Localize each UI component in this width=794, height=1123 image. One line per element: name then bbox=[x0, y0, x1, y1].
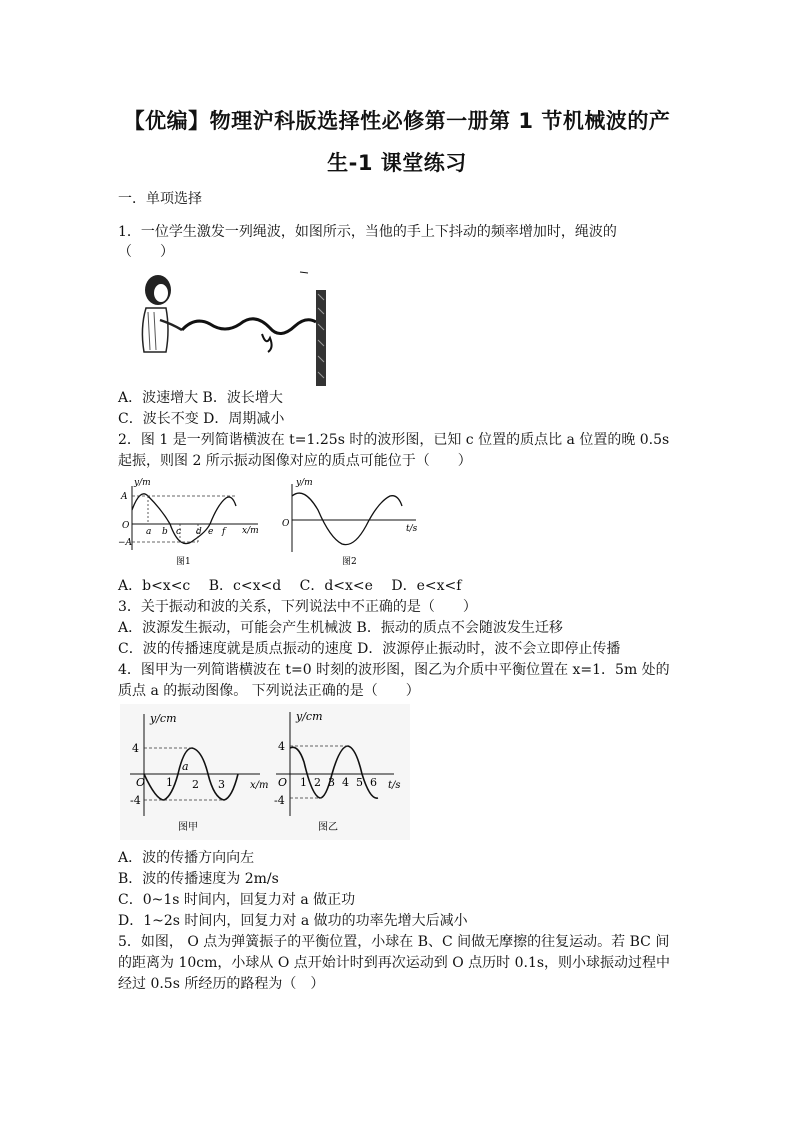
fig2-vibration-graph bbox=[278, 476, 424, 568]
rope-knot bbox=[262, 334, 272, 352]
page-title-line-1: 【优编】物理沪科版选择性必修第一册第 1 节机械波的产 bbox=[123, 109, 671, 133]
q5-stem-line-2: 的距离为 10cm，小球从 O 点开始计时到再次运动到 O 点历时 0.1s，则小球振动过程中 bbox=[118, 955, 671, 971]
fig-jia-point-a: a bbox=[182, 760, 189, 773]
q1-options-a-b: A．波速增大 B．波长增大 bbox=[118, 390, 283, 406]
q1-stem-line-1: 1．一位学生激发一列绳波，如图所示，当他的手上下抖动的频率增加时，绳波的 bbox=[118, 224, 617, 240]
fig-yi-tick-6: 6 bbox=[370, 776, 377, 789]
q5-stem-line-1: 5．如图， O 点为弹簧振子的平衡位置，小球在 B、C 间做无摩擦的往复运动。若 BC 间 bbox=[118, 934, 670, 950]
fig1-wave-graph bbox=[118, 476, 266, 568]
fig1-label-c: c bbox=[176, 527, 182, 537]
q5-stem-line-3: 经过 0.5s 所经历的路程为（ ） bbox=[118, 976, 325, 992]
fig-yi-tick-5: 5 bbox=[356, 776, 363, 789]
q2-figure-2 bbox=[278, 476, 424, 568]
fig-yi-caption: 图乙 bbox=[318, 822, 338, 833]
q2-stem-line-1: 2．图 1 是一列简谐横波在 t=1.25s 时的波形图，已知 c 位置的质点比 a 位置的晚 0.5s bbox=[118, 432, 670, 448]
page-title-line-2: 生-1 课堂练习 bbox=[327, 151, 467, 175]
wall bbox=[316, 290, 326, 386]
section-heading: 一．单项选择 bbox=[118, 191, 202, 207]
fig2-ylabel: y/m bbox=[296, 478, 313, 488]
fig-jia-xlabel: x/m bbox=[250, 780, 269, 791]
fig1-A-top: A bbox=[121, 492, 128, 502]
fig-yi-background bbox=[270, 704, 410, 840]
fig1-ylabel: y/m bbox=[134, 478, 151, 488]
q4-stem-line-1: 4．图甲为一列简谐横波在 t=0 时刻的波形图，图乙为介质中平衡位置在 x=1．5m 处的 bbox=[118, 662, 670, 678]
fig-yi-xlabel: t/s bbox=[388, 780, 401, 791]
q1-stem-line-2: （ ） bbox=[118, 244, 174, 260]
q4-option-b: B．波的传播速度为 2m/s bbox=[118, 871, 279, 887]
q4-figure-yi bbox=[270, 704, 410, 840]
fig-jia-caption: 图甲 bbox=[178, 822, 198, 833]
fig-yi-tick-2: 2 bbox=[314, 776, 321, 789]
q4-option-c: C．0~1s 时间内，回复力对 a 做正功 bbox=[118, 892, 356, 908]
fig-jia-ylabel: y/cm bbox=[150, 712, 177, 725]
fig2-xlabel: t/s bbox=[406, 524, 418, 534]
q1-options-c-d: C．波长不变 D．周期减小 bbox=[118, 411, 285, 427]
fig-yi-tick-4: 4 bbox=[342, 776, 349, 789]
q4-option-d: D．1~2s 时间内，回复力对 a 做功的功率先增大后减小 bbox=[118, 913, 468, 929]
fig-jia-tick-2: 2 bbox=[192, 778, 199, 791]
q2-options: A．b<x<c B．c<x<d C．d<x<e D．e<x<f bbox=[118, 578, 462, 594]
q2-stem-line-2: 起振，则图 2 所示振动图像对应的质点可能位于（ ） bbox=[118, 453, 472, 469]
fig-jia-y4: 4 bbox=[132, 742, 139, 755]
q3-stem: 3．关于振动和波的关系，下列说法中不正确的是（ ） bbox=[118, 599, 477, 615]
rope-wave bbox=[182, 319, 316, 334]
q4-option-a: A．波的传播方向向左 bbox=[118, 850, 255, 866]
fig1-A-bottom: −A bbox=[118, 538, 133, 548]
fig-jia-yn4: -4 bbox=[130, 794, 141, 807]
student-face bbox=[154, 284, 168, 302]
fig1-origin: O bbox=[122, 521, 130, 531]
q3-options-a-b: A．波源发生振动，可能会产生机械波 B．振动的质点不会随波发生迁移 bbox=[118, 620, 563, 636]
fig-jia-tick-1: 1 bbox=[166, 776, 173, 789]
fig-jia-origin: O bbox=[136, 776, 146, 789]
fig-yi-origin: O bbox=[278, 776, 288, 789]
fig-yi-vibration-graph bbox=[270, 704, 410, 840]
fig-jia-tick-3: 3 bbox=[218, 778, 225, 791]
fig-yi-y4: 4 bbox=[278, 740, 285, 753]
fig2-caption: 图2 bbox=[342, 557, 357, 567]
small-mark bbox=[300, 272, 308, 273]
fig-jia-background bbox=[120, 704, 270, 840]
q2-figure-1 bbox=[118, 476, 266, 568]
fig1-label-a: a bbox=[146, 527, 152, 537]
q3-options-c-d: C．波的传播速度就是质点振动的速度 D．波源停止振动时，波不会立即停止传播 bbox=[118, 641, 621, 657]
fig-yi-yn4: -4 bbox=[274, 794, 285, 807]
fig1-label-d: d bbox=[196, 527, 202, 537]
fig1-label-f: f bbox=[222, 527, 226, 537]
fig2-origin: O bbox=[282, 519, 290, 529]
fig1-label-b: b bbox=[162, 527, 168, 537]
fig1-xlabel: x/m bbox=[242, 526, 259, 536]
fig-yi-tick-1: 1 bbox=[300, 776, 307, 789]
q4-figure-jia bbox=[120, 704, 270, 840]
fig1-caption: 图1 bbox=[176, 557, 191, 567]
fig1-label-e: e bbox=[208, 527, 214, 537]
q4-stem-line-2: 质点 a 的振动图像。 下列说法正确的是（ ） bbox=[118, 683, 420, 699]
q1-rope-wave-illustration bbox=[130, 268, 340, 388]
rope-wave-drawing bbox=[130, 268, 340, 388]
fig2-wave-curve bbox=[292, 493, 402, 545]
fig-yi-tick-3: 3 bbox=[328, 776, 335, 789]
fig-jia-wave-graph bbox=[120, 704, 270, 840]
fig-yi-ylabel: y/cm bbox=[296, 710, 323, 723]
